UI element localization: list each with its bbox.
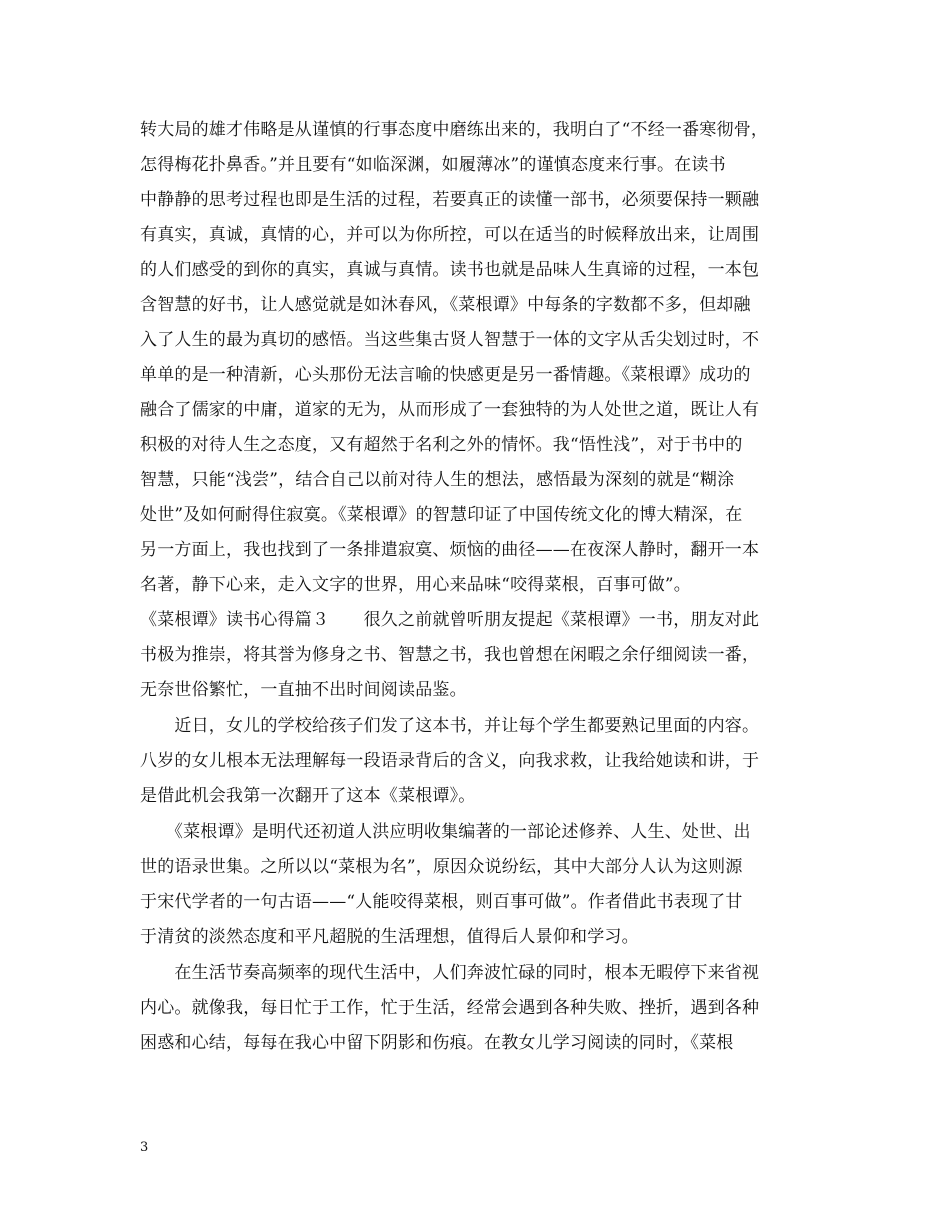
paragraph-start-line: 近日，女儿的学校给孩子们发了这本书，并让每个学生都要熟记里面的内容。 [140,716,760,736]
text-line: 于宋代学者的一句古语——“人能咬得菜根，则百事可做”。作者借此书表现了甘 [140,892,743,912]
text-line: 有真实，真诚，真情的心，并可以为你所控，可以在适当的时候释放出来，让周围 [140,225,760,245]
text-line: 怎得梅花扑鼻香。”并且要有“如临深渊，如履薄冰”的谨慎态度来行事。在读书 [140,155,726,175]
paragraph-start-line: 《菜根谭》是明代还初道人洪应明收集编著的一部论述修养、人生、处世、出 [140,822,751,842]
page-number: 3 [140,1140,149,1155]
text-line: 单单的是一种清新，心头那份无法言喻的快感更是另一番情趣。《菜根谭》成功的 [140,365,751,385]
text-line: 困惑和心结，每每在我心中留下阴影和伤痕。在教女儿学习阅读的同时，《菜根 [140,1033,734,1053]
text-line: 入了人生的最为真切的感悟。当这些集古贤人智慧于一体的文字从舌尖划过时，不 [140,330,760,350]
text-line: 于清贫的淡然态度和平凡超脱的生活理想，值得后人景仰和学习。 [140,927,639,947]
text-line: 积极的对待人生之态度，又有超然于名利之外的情怀。我“悟性浅”，对于书中的 [140,435,743,455]
text-line: 另一方面上，我也找到了一条排遣寂寞、烦恼的曲径——在夜深人静时，翻开一本 [140,540,760,560]
text-line: 八岁的女儿根本无法理解每一段语录背后的含义，向我求救，让我给她读和讲，于 [140,751,760,771]
text-line: 世的语录世集。之所以以“菜根为名”，原因众说纷纭，其中大部分人认为这则源 [140,857,743,877]
text-line: 是借此机会我第一次翻开了这本《菜根谭》。 [140,786,476,806]
text-line: 无奈世俗繁忙，一直抽不出时间阅读品鉴。 [140,680,467,700]
text-line: 智慧，只能“浅尝”，结合自己以前对待人生的想法，感悟最为深刻的就是“糊涂 [140,470,735,490]
text-line: 内心。就像我，每日忙于工作，忙于生活，经常会遇到各种失败、挫折，遇到各种 [140,998,760,1018]
text-line: 转大局的雄才伟略是从谨慎的行事态度中磨练出来的，我明白了“不经一番寒彻骨， [140,120,769,140]
text-line: 处世”及如何耐得住寂寞。《菜根谭》的智慧印证了中国传统文化的博大精深，在 [140,505,743,525]
text-line: 融合了儒家的中庸，道家的无为，从而形成了一套独特的为人处世之道，既让人有 [140,400,760,420]
text-line: 中静静的思考过程也即是生活的过程，若要真正的读懂一部书，必须要保持一颗融 [140,190,760,210]
text-line: 书极为推崇，将其誉为修身之书、智慧之书，我也曾想在闲暇之余仔细阅读一番， [140,645,760,665]
text-line: 名著，静下心来，走入文字的世界，用心来品味“咬得菜根，百事可做”。 [140,575,691,595]
text-line: 的人们感受的到你的真实，真诚与真情。读书也就是品味人生真谛的过程，一本包 [140,260,760,280]
text-line: 含智慧的好书，让人感觉就是如沐春风，《菜根谭》中每条的字数都不多，但却融 [140,295,751,315]
paragraph-start-line: 在生活节奏高频率的现代生活中，人们奔波忙碌的同时，根本无暇停下来省视 [140,963,760,983]
section-heading-line: 《菜根谭》读书心得篇３ 很久之前就曾听朋友提起《菜根谭》一书，朋友对此 [140,610,760,630]
